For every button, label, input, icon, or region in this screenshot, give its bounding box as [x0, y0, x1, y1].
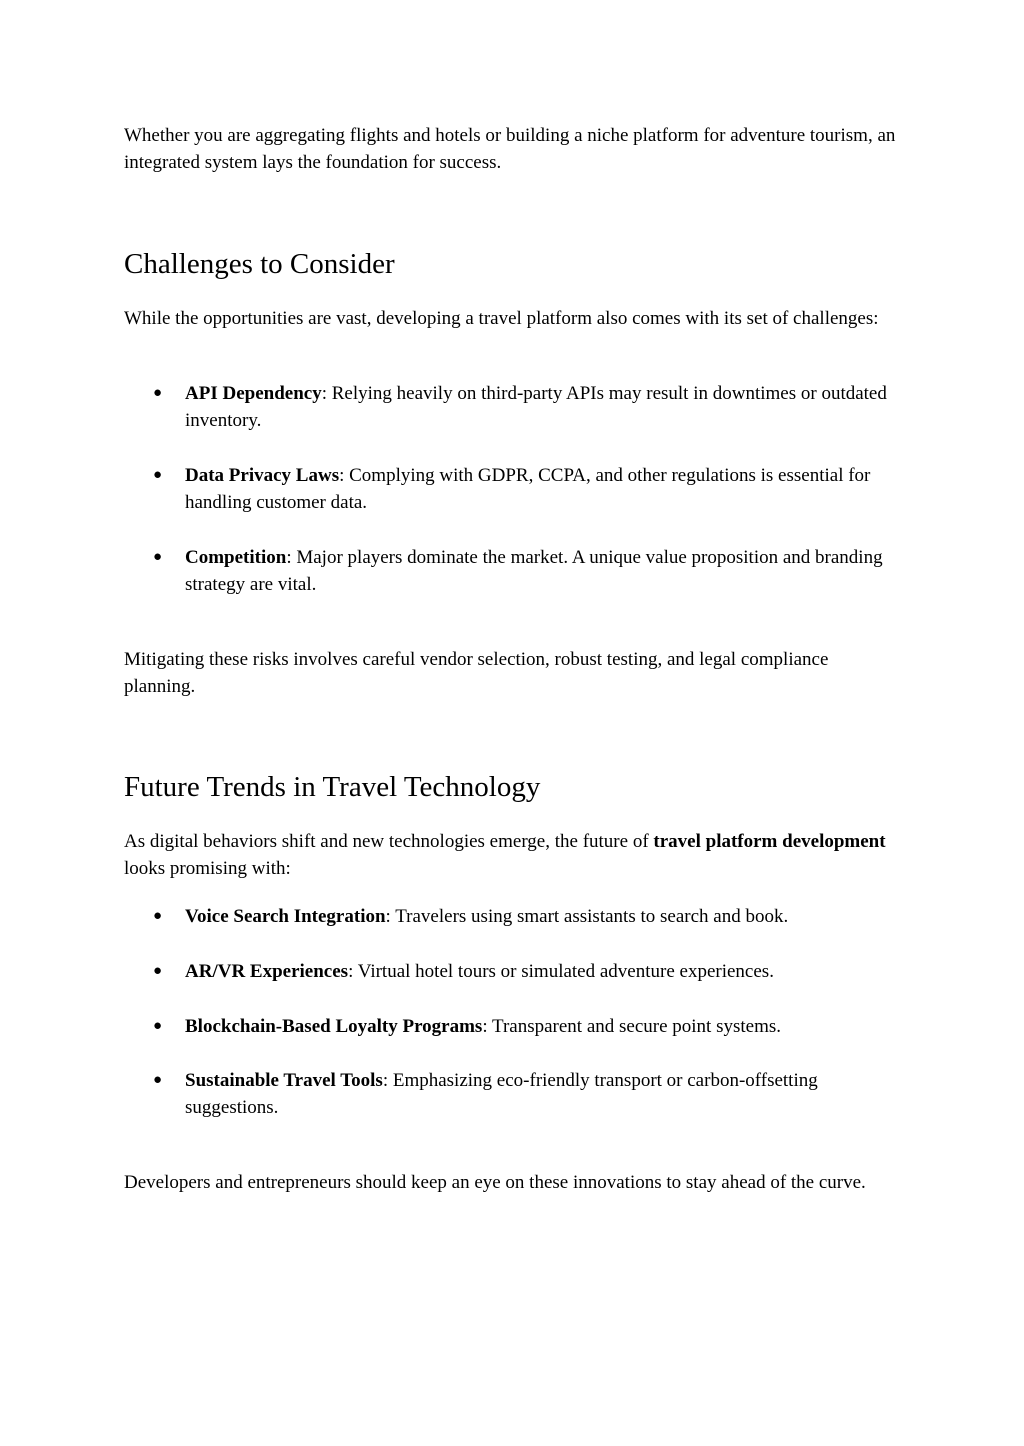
challenge-item: [124, 462, 896, 516]
list-item-text: [185, 1067, 896, 1121]
trend-item: [124, 958, 896, 985]
trend-item: [124, 1013, 896, 1040]
list-item-desc: : Relying heavily on third-party APIs may result in downtimes or outdated inventory.: [185, 383, 887, 431]
trends-heading: Future Trends in Travel Technology: [124, 771, 541, 803]
bullet-icon: ●: [153, 385, 163, 401]
trend-item: [124, 903, 896, 930]
trends-intro: [124, 828, 896, 882]
challenge-item: [124, 544, 896, 598]
list-item-desc: : Transparent and secure point systems.: [482, 1016, 782, 1037]
challenge-item: [124, 380, 896, 434]
list-item-desc: : Virtual hotel tours or simulated adventure experiences.: [348, 961, 774, 982]
challenges-closing: Mitigating these risks involves careful vendor selection, robust testing, and legal compliance planning.: [124, 649, 829, 697]
list-item-term: Voice Search Integration: [185, 906, 386, 927]
bullet-icon: ●: [153, 908, 163, 924]
trends-intro-keyword: travel platform development: [653, 831, 886, 852]
trends-intro-end: looks promising with:: [124, 858, 291, 879]
list-item-term: Sustainable Travel Tools: [185, 1070, 383, 1091]
list-item-text: [185, 544, 896, 598]
trend-item: [124, 1067, 896, 1121]
list-item-desc: : Major players dominate the market. A unique value proposition and branding strategy are vital.: [185, 547, 883, 595]
bullet-icon: ●: [153, 467, 163, 483]
list-item-text: [185, 380, 896, 434]
list-item-term: AR/VR Experiences: [185, 961, 349, 982]
list-item-text: [185, 462, 896, 516]
challenges-intro: While the opportunities are vast, developing a travel platform also comes with its set of challenges:: [124, 308, 879, 329]
list-item-term: Competition: [185, 547, 287, 568]
intro-paragraph: Whether you are aggregating flights and hotels or building a niche platform for adventure tourism, an integrated system lays the foundation for success.: [124, 125, 896, 173]
list-item-desc: : Emphasizing eco-friendly transport or carbon-offsetting suggestions.: [185, 1070, 818, 1118]
bullet-icon: ●: [153, 1018, 163, 1034]
list-item-text: [185, 903, 896, 930]
bullet-icon: ●: [153, 963, 163, 979]
list-item-text: [185, 958, 896, 985]
list-item-desc: : Complying with GDPR, CCPA, and other regulations is essential for handling customer data.: [185, 465, 871, 513]
list-item-term: API Dependency: [185, 383, 322, 404]
trends-intro-start: As digital behaviors shift and new technologies emerge, the future of: [124, 831, 654, 852]
challenges-heading: Challenges to Consider: [124, 248, 395, 280]
list-item-desc: : Travelers using smart assistants to search and book.: [385, 906, 789, 927]
bullet-icon: ●: [153, 1072, 163, 1088]
list-item-text: [185, 1013, 896, 1040]
bullet-icon: ●: [153, 549, 163, 565]
trends-closing: Developers and entrepreneurs should keep an eye on these innovations to stay ahead of the curve.: [124, 1172, 866, 1193]
list-item-term: Blockchain-Based Loyalty Programs: [185, 1016, 483, 1037]
list-item-term: Data Privacy Laws: [185, 465, 340, 486]
